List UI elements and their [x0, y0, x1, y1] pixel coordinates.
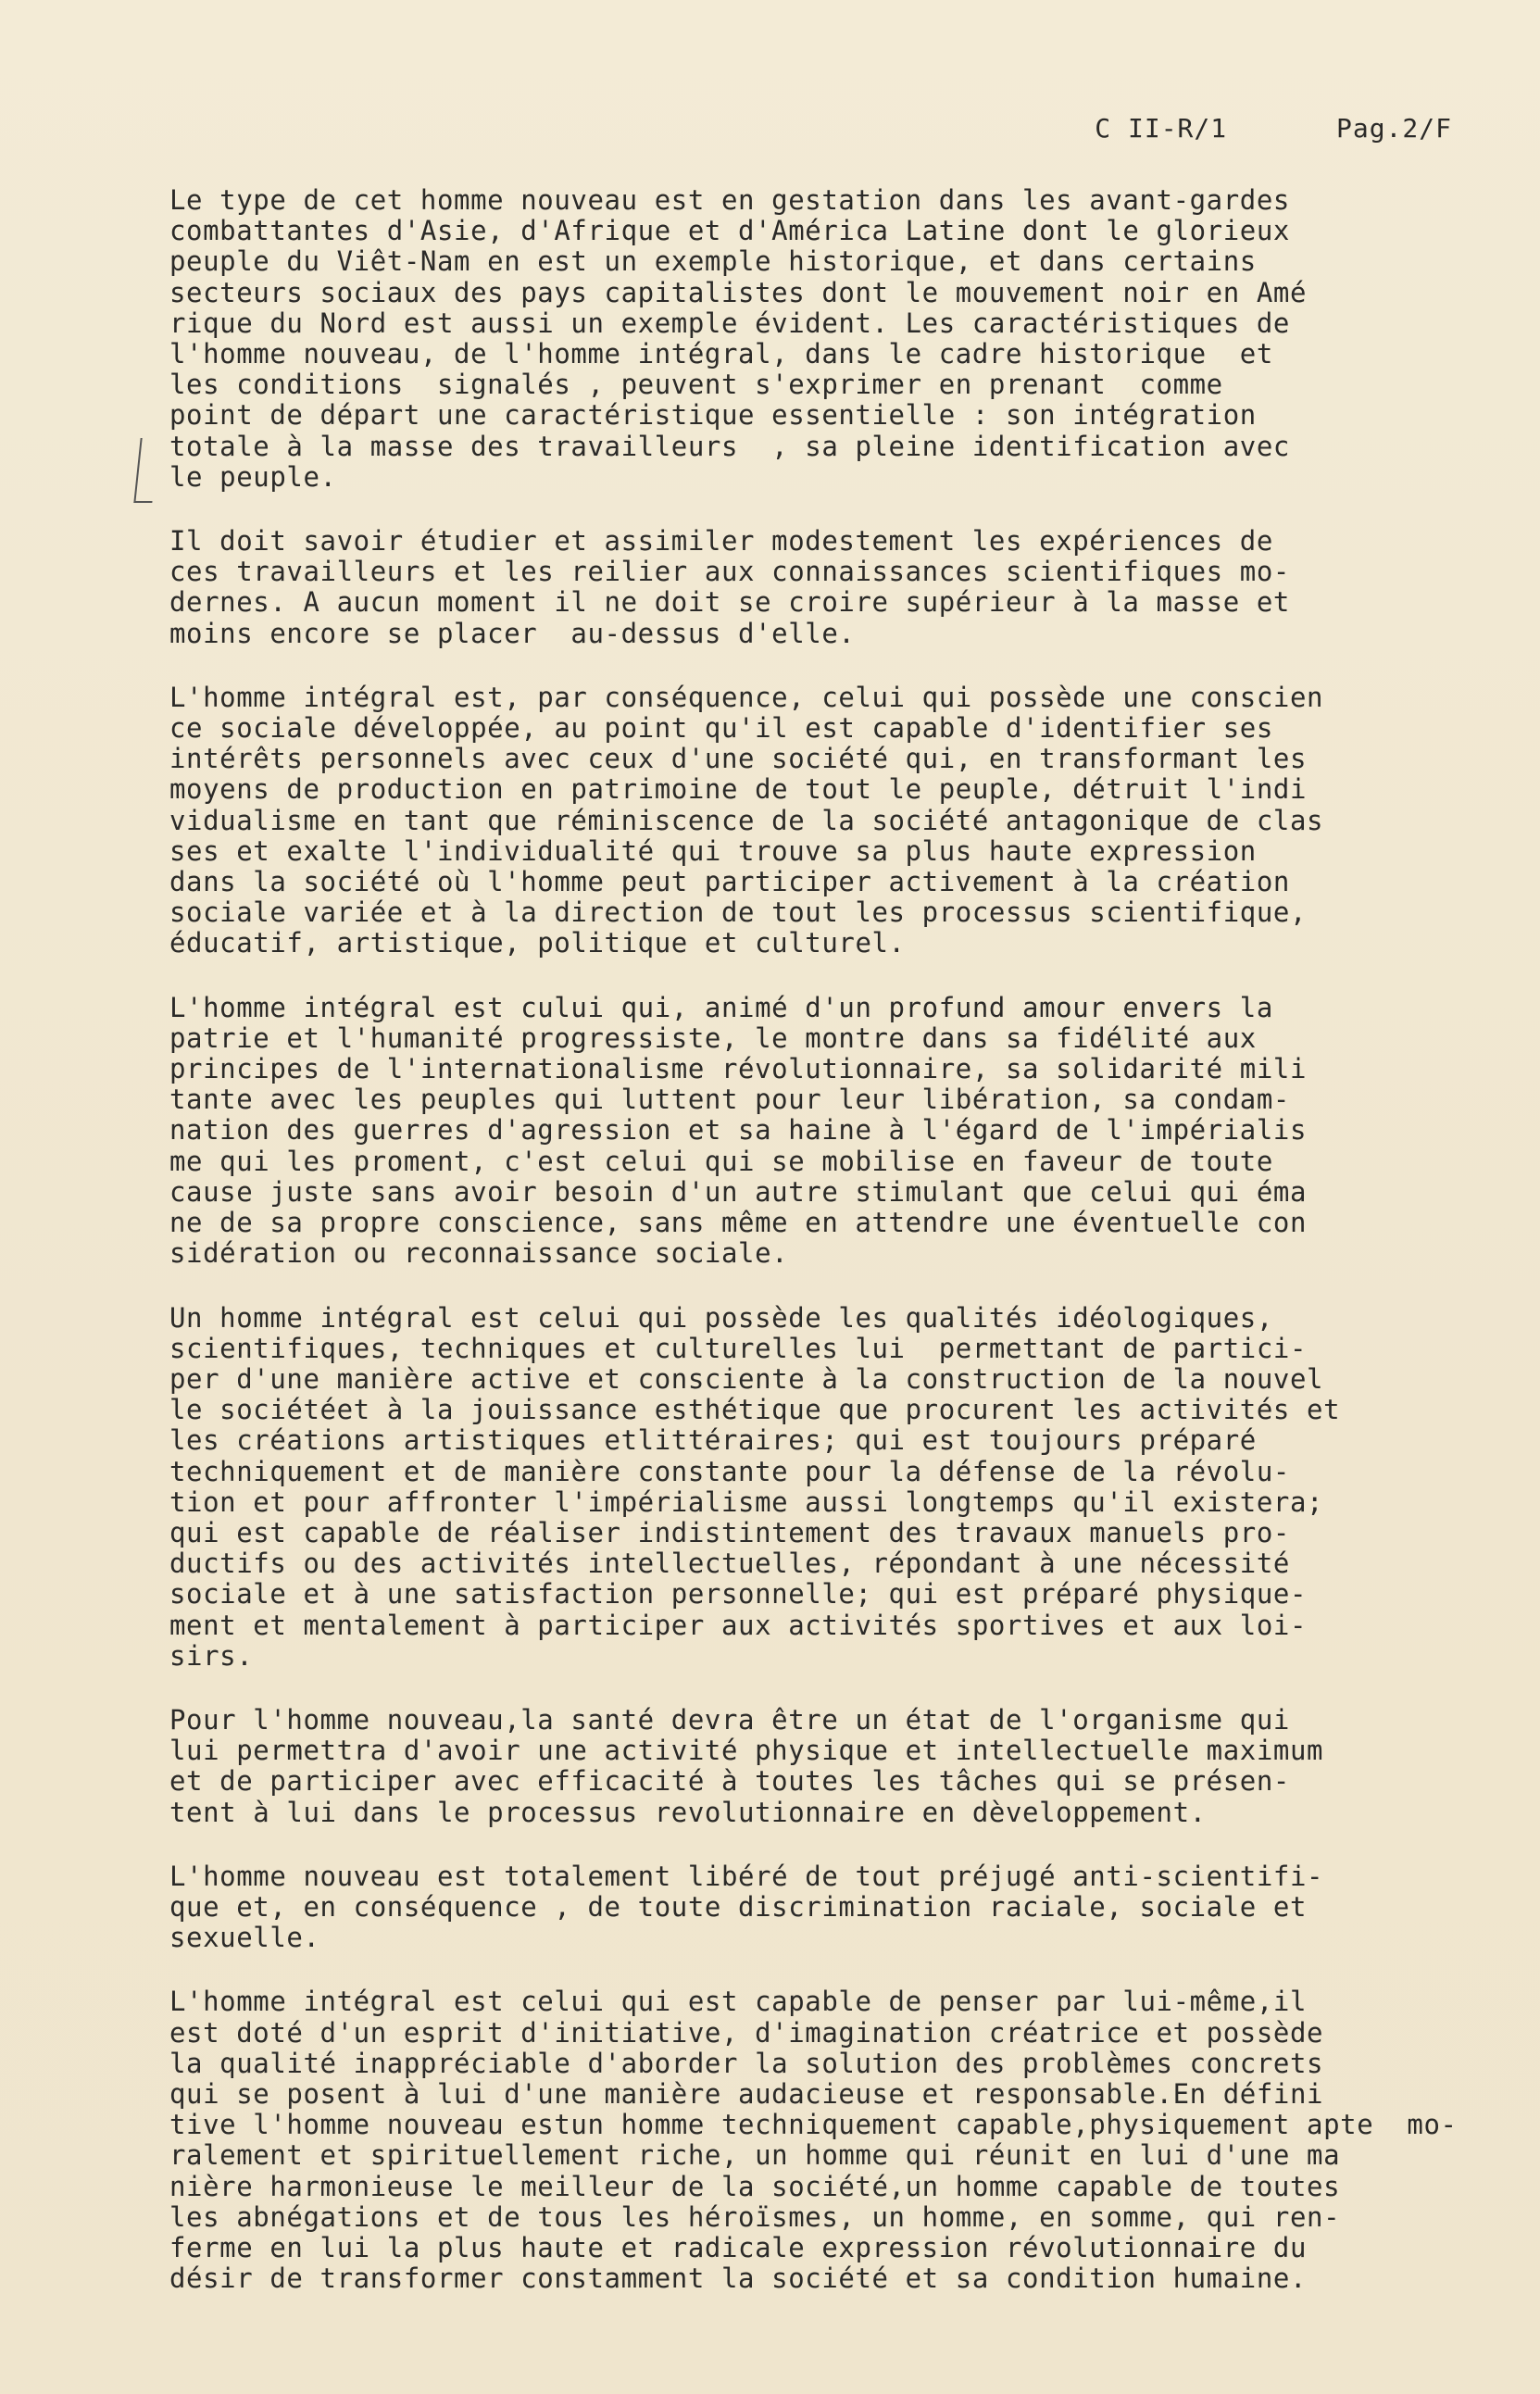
- document-reference: C II-R/1: [1095, 113, 1228, 144]
- text-line: lui permettra d'avoir une activité physique et intellectuelle maximum: [169, 1735, 1324, 1767]
- text-line: moyens de production en patrimoine de tout le peuple, détruit l'indi: [169, 773, 1308, 806]
- text-line: Un homme intégral est celui qui possède les qualités idéologiques,: [169, 1301, 1273, 1334]
- text-line: tante avec les peuples qui luttent pour leur libération, sa condam-: [169, 1084, 1290, 1116]
- text-line: ductifs ou des activités intellectuelles, répondant à une nécessité: [169, 1548, 1290, 1580]
- text-line: tion et pour affronter l'impérialisme aussi longtemps qu'il existera;: [169, 1485, 1324, 1518]
- text-line: ne de sa propre conscience, sans même en attendre une éventuelle con: [169, 1207, 1308, 1239]
- text-line: ses et exalte l'individualité qui trouve sa plus haute expression: [169, 834, 1257, 867]
- paragraph: [169, 526, 1503, 649]
- text-line: qui est capable de réaliser indistintement des travaux manuels pro-: [169, 1516, 1290, 1548]
- text-line: scientifiques, techniques et culturelles lui permettant de partici-: [169, 1332, 1308, 1364]
- text-line: secteurs sociaux des pays capitalistes dont le mouvement noir en Amé: [169, 276, 1308, 308]
- text-line: ce sociale développée, au point qu'il est capable d'identifier ses: [169, 712, 1273, 745]
- text-line: peuple du Viêt-Nam en est un exemple historique, et dans certains: [169, 245, 1257, 278]
- text-line: nière harmonieuse le meilleur de la société,un homme capable de toutes: [169, 2170, 1341, 2202]
- text-line: tive l'homme nouveau estun homme techniquement capable,physiquement apte mo-: [169, 2109, 1458, 2141]
- text-line: le peuple.: [169, 460, 337, 493]
- paragraph: [169, 1705, 1503, 1828]
- text-line: Pour l'homme nouveau,la santé devra être un état de l'organisme qui: [169, 1703, 1290, 1736]
- text-line: moins encore se placer au-dessus d'elle.: [169, 617, 856, 649]
- text-line: L'homme intégral est celui qui est capable de penser par lui-même,il: [169, 1986, 1308, 2018]
- handwritten-bracket-mark: [133, 438, 158, 503]
- text-line: sirs.: [169, 1639, 254, 1672]
- text-line: l'homme nouveau, de l'homme intégral, dans le cadre historique et: [169, 338, 1273, 370]
- page-number: Pag.2/F: [1335, 113, 1452, 144]
- paragraph: [169, 683, 1503, 959]
- text-line: totale à la masse des travailleurs , sa pleine identification avec: [169, 430, 1290, 462]
- text-line: sociale variée et à la direction de tout les processus scientifique,: [169, 896, 1308, 929]
- text-line: L'homme nouveau est totalement libéré de tout préjugé anti-scientifi-: [169, 1860, 1324, 1892]
- text-line: le sociétéet à la jouissance esthétique que procurent les activités et: [169, 1394, 1341, 1426]
- text-line: Le type de cet homme nouveau est en gestation dans les avant-gardes: [169, 184, 1290, 216]
- text-line: vidualisme en tant que réminiscence de la société antagonique de clas: [169, 804, 1324, 836]
- text-line: les conditions signalés , peuvent s'exprimer en prenant comme: [169, 369, 1223, 401]
- text-line: les créations artistiques etlittéraires; qui est toujours préparé: [169, 1424, 1257, 1457]
- text-line: principes de l'internationalisme révolutionnaire, sa solidarité mili: [169, 1053, 1308, 1085]
- text-line: ralement et spirituellement riche, un homme qui réunit en lui d'une ma: [169, 2139, 1341, 2172]
- text-line: nation des guerres d'agression et sa haine à l'égard de l'impérialis: [169, 1114, 1308, 1147]
- text-line: Il doit savoir étudier et assimiler modestement les expériences de: [169, 525, 1273, 558]
- text-line: dernes. A aucun moment il ne doit se croire supérieur à la masse et: [169, 586, 1290, 619]
- text-line: sidération ou reconnaissance sociale.: [169, 1237, 789, 1270]
- paragraph: [169, 185, 1503, 493]
- text-line: tent à lui dans le processus revolutionnaire en dèveloppement.: [169, 1796, 1207, 1828]
- text-line: qui se posent à lui d'une manière audacieuse et responsable.En défini: [169, 2077, 1324, 2110]
- text-line: sociale et à une satisfaction personnelle; qui est préparé physique-: [169, 1578, 1308, 1611]
- text-line: cause juste sans avoir besoin d'un autre stimulant que celui qui éma: [169, 1175, 1308, 1208]
- text-line: combattantes d'Asie, d'Afrique et d'América Latine dont le glorieux: [169, 215, 1290, 247]
- paragraph: [169, 993, 1503, 1270]
- text-line: la qualité inappréciable d'aborder la solution des problèmes concrets: [169, 2047, 1324, 2079]
- body-text: [169, 185, 1503, 2327]
- text-line: désir de transformer constamment la société et sa condition humaine.: [169, 2262, 1308, 2295]
- text-line: L'homme intégral est, par conséquence, celui qui possède une conscien: [169, 681, 1324, 713]
- text-line: intérêts personnels avec ceux d'une société qui, en transformant les: [169, 743, 1308, 775]
- page-header: [1095, 113, 1452, 144]
- text-line: patrie et l'humanité progressiste, le montre dans sa fidélité aux: [169, 1022, 1257, 1054]
- text-line: me qui les proment, c'est celui qui se mobilise en faveur de toute: [169, 1145, 1273, 1177]
- text-line: rique du Nord est aussi un exemple évident. Les caractéristiques de: [169, 307, 1290, 339]
- text-line: L'homme intégral est cului qui, animé d'un profund amour envers la: [169, 991, 1273, 1023]
- text-line: que et, en conséquence , de toute discrimination raciale, sociale et: [169, 1890, 1308, 1923]
- text-line: ferme en lui la plus haute et radicale expression révolutionnaire du: [169, 2231, 1308, 2263]
- text-line: les abnégations et de tous les héroïsmes, un homme, en somme, qui ren-: [169, 2200, 1341, 2233]
- text-line: est doté d'un esprit d'initiative, d'imagination créatrice et possède: [169, 2016, 1324, 2049]
- text-line: sexuelle.: [169, 1922, 320, 1954]
- text-line: dans la société où l'homme peut participer activement à la création: [169, 866, 1290, 898]
- text-line: éducatif, artistique, politique et culturel.: [169, 927, 906, 959]
- text-line: point de départ une caractéristique essentielle : son intégration: [169, 399, 1257, 432]
- paragraph: [169, 1303, 1503, 1672]
- text-line: et de participer avec efficacité à toutes les tâches qui se présen-: [169, 1765, 1290, 1798]
- paragraph: [169, 1987, 1503, 2294]
- paragraph: [169, 1861, 1503, 1954]
- text-line: techniquement et de manière constante pour la défense de la révolu-: [169, 1455, 1290, 1487]
- text-line: ment et mentalement à participer aux activités sportives et aux loi-: [169, 1609, 1308, 1641]
- text-line: per d'une manière active et consciente à la construction de la nouvel: [169, 1362, 1324, 1395]
- text-line: ces travailleurs et les reilier aux connaissances scientifiques mo-: [169, 556, 1290, 588]
